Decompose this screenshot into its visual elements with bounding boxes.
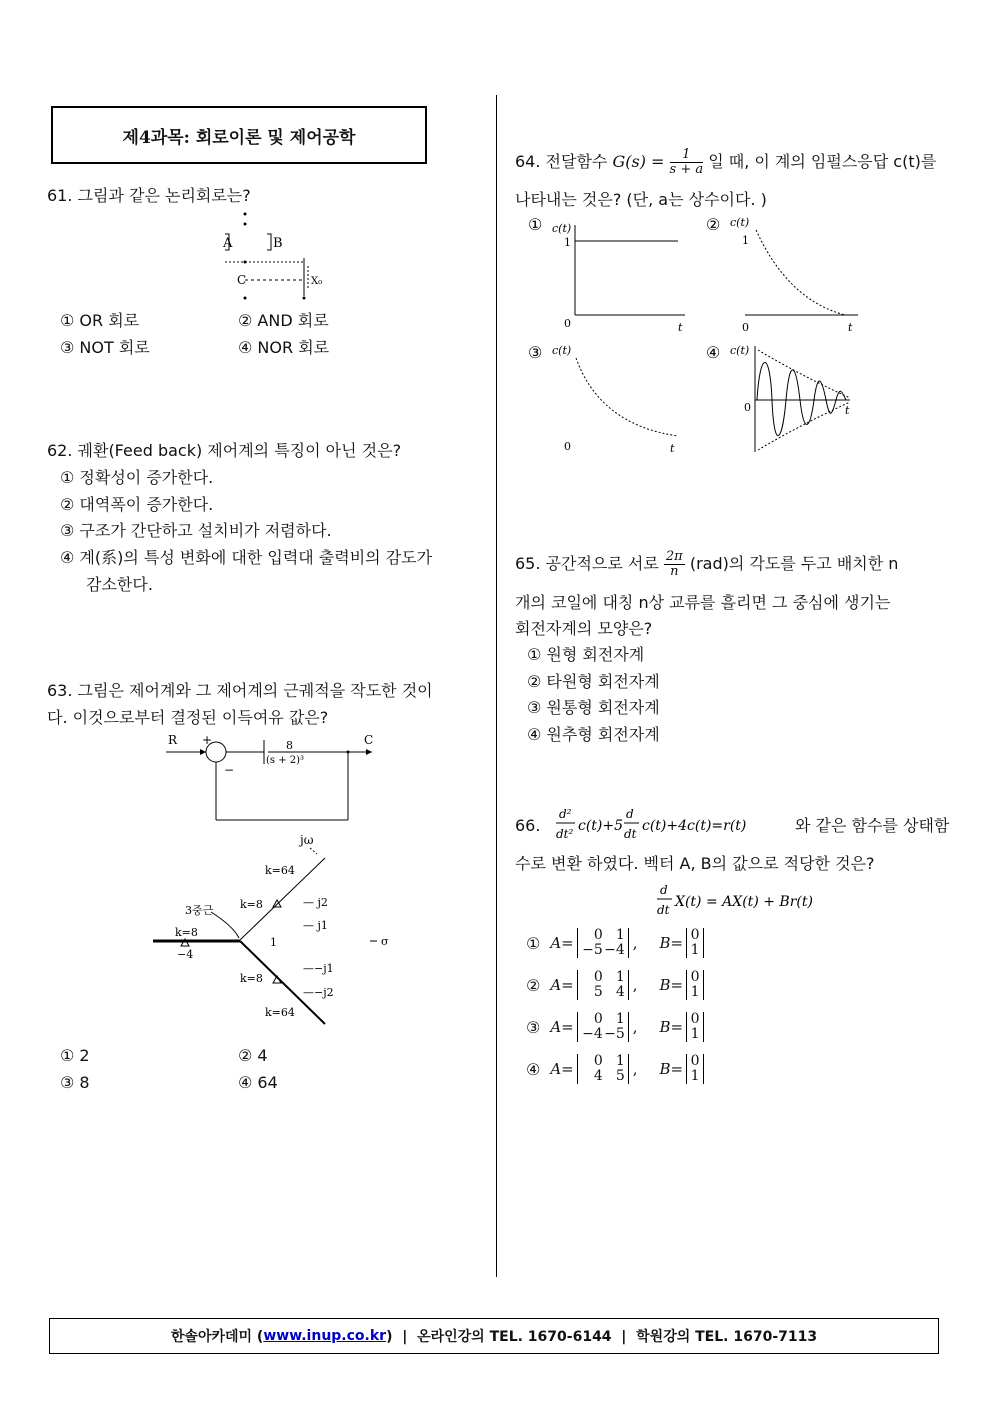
q63-text-line1: 63. 그림은 제어계와 그 제어계의 근궤적을 작도한 것이 (47, 681, 433, 700)
matrix-cell: −5 (582, 942, 603, 958)
matrix-cell: 0 (593, 969, 603, 985)
q65-fraction: $\frac{2\pi}{n}$ (665, 549, 683, 579)
q64-zero-4: 0 (744, 401, 751, 414)
q63-k64-top: k=64 (265, 864, 295, 877)
q62-option-4[interactable]: ④ 계(系)의 특성 변화에 대한 입력대 출력비의 감도가 (60, 548, 433, 567)
q63-root-locus (145, 830, 395, 1030)
matrix-cell: 1 (690, 984, 700, 1000)
q63-k8-bot: k=8 (240, 972, 263, 985)
q66-matrix-b (690, 1054, 700, 1084)
q63-j2: — j2 (303, 896, 328, 909)
q66-matrix-a (581, 928, 625, 958)
svg-text:dt: dt (657, 903, 670, 917)
q66-post: 와 같은 함수를 상태함 (795, 816, 950, 835)
q66-text-line2: 수로 변환 하였다. 벡터 A, B의 값으로 적당한 것은? (515, 854, 875, 873)
matrix-cell: 5 (615, 1068, 625, 1084)
q63-label-r: R (168, 733, 178, 747)
q64-one-2: 1 (742, 234, 749, 247)
svg-text:c(t)+4c(t)=r(t): c(t)+4c(t)=r(t) (642, 818, 747, 834)
q66-option-3[interactable]: ③ A= 0 1 −4 −5 , B= 0 1 (526, 1012, 704, 1042)
matrix-cell: 0 (690, 1011, 700, 1027)
q66-mark: ③ (526, 1017, 541, 1037)
matrix-cell: 0 (690, 969, 700, 985)
q66-mark: ① (526, 933, 541, 953)
svg-text:d: d (626, 807, 634, 821)
matrix-cell: −4 (582, 1026, 603, 1042)
q64-t-1: t (678, 321, 683, 334)
q66-state-text: d/dt X(t) = AX(t) + Br(t) (652, 918, 665, 919)
matrix-cell: 1 (615, 927, 625, 943)
q66-mark: ② (526, 975, 541, 995)
matrix-cell: 1 (615, 1053, 625, 1069)
q62-option-3[interactable]: ③ 구조가 간단하고 설치비가 저렴하다. (60, 521, 332, 540)
q63-mj2: —−j2 (303, 986, 334, 999)
q66-option-2[interactable]: ② A= 0 1 5 4 , B= 0 1 (526, 970, 704, 1000)
q61-label-a: A (223, 236, 233, 251)
footer-bar (49, 1318, 939, 1354)
matrix-cell: 1 (615, 969, 625, 985)
svg-text:d: d (660, 883, 668, 897)
q64-text-line1 (515, 148, 947, 177)
q61-text: 61. 그림과 같은 논리회로는? (47, 186, 251, 205)
q65-text-line3: 회전자계의 모양은? (515, 619, 653, 638)
q63-block-diagram (160, 730, 390, 825)
q62-option-4-cont: 감소한다. (86, 575, 153, 594)
q66-matrix-b (690, 1012, 700, 1042)
q61-label-b: B (273, 236, 283, 251)
q64-one-1: 1 (564, 236, 571, 249)
matrix-cell: 5 (593, 984, 603, 1000)
q64-mark-2: ② (706, 215, 721, 234)
q66-mark: ④ (526, 1059, 541, 1079)
q64-fraction: $\frac{1}{s + a}$ (669, 147, 704, 177)
q66-equation (553, 800, 793, 846)
q65-post: (rad)의 각도를 두고 배치한 n (689, 554, 899, 573)
matrix-cell: 0 (593, 927, 603, 943)
q62-option-2[interactable]: ② 대역폭이 증가한다. (60, 495, 214, 514)
q63-triple-root: 3중근 (185, 904, 214, 917)
matrix-cell: −4 (604, 942, 625, 958)
q63-neg4: −4 (177, 948, 194, 961)
q66-equation-text: d²/dt² c(t) + 5 d/dt c(t) + 4c(t) = r(t) (553, 844, 572, 845)
svg-text:d²: d² (559, 807, 572, 821)
matrix-cell: 1 (615, 1011, 625, 1027)
q66-matrix-a (581, 970, 625, 1000)
q65-pre: 65. 공간적으로 서로 (515, 554, 659, 573)
q66-matrix-b (690, 970, 700, 1000)
q66-number: 66. (515, 816, 541, 835)
q63-jw: jω (300, 833, 314, 847)
q65-text-line1 (515, 550, 947, 579)
q64-graphs (520, 210, 870, 460)
matrix-cell: 0 (690, 927, 700, 943)
matrix-cell: 1 (690, 1068, 700, 1084)
matrix-cell: 0 (593, 1011, 603, 1027)
q63-k8-top: k=8 (240, 898, 263, 911)
q63-sigma: σ (381, 935, 389, 948)
q64-mark-1: ① (528, 215, 543, 234)
q65-option-4[interactable]: ④ 원추형 회전자계 (527, 725, 660, 744)
svg-text:dt: dt (624, 827, 637, 841)
q63-label-plus: + (202, 733, 213, 747)
q64-mark-4: ④ (706, 343, 721, 362)
q65-option-1[interactable]: ① 원형 회전자계 (527, 645, 645, 664)
q61-option-1[interactable]: ① OR 회로 (60, 311, 140, 330)
q66-matrix-a (581, 1012, 625, 1042)
q66-option-4[interactable]: ④ A= 0 1 4 5 , B= 0 1 (526, 1054, 704, 1084)
footer-contact: ) | 온라인강의 TEL. 1670-6144 | 학원강의 TEL. 1670-7113 (386, 1329, 818, 1345)
q66-matrix-b (690, 928, 700, 958)
q66-matrix-a (581, 1054, 625, 1084)
q63-block-num: 8 (286, 739, 293, 752)
q66-state-equation (652, 878, 827, 920)
q63-option-4[interactable]: ④ 64 (238, 1073, 278, 1092)
q63-option-3[interactable]: ③ 8 (60, 1073, 90, 1092)
q64-zero-3: 0 (564, 440, 571, 453)
matrix-cell: 0 (593, 1053, 603, 1069)
footer-link[interactable]: www.inup.co.kr (263, 1328, 387, 1344)
q64-ct-4: c(t) (730, 344, 750, 357)
q64-t-2: t (848, 321, 853, 334)
q63-label-minus: − (224, 763, 235, 777)
q63-k64-bot: k=64 (265, 1006, 295, 1019)
q63-text-line2: 다. 이것으로부터 결정된 이득여유 값은? (47, 708, 329, 727)
q63-one: 1 (270, 936, 277, 949)
svg-text:dt²: dt² (556, 827, 574, 841)
q61-option-2[interactable]: ② AND 회로 (238, 311, 329, 330)
matrix-cell: 1 (690, 1026, 700, 1042)
q62-option-1[interactable]: ① 정확성이 증가한다. (60, 468, 214, 487)
q63-option-2[interactable]: ② 4 (238, 1046, 268, 1065)
q64-zero-1: 0 (564, 317, 571, 330)
q65-option-3[interactable]: ③ 원통형 회전자계 (527, 698, 660, 717)
q64-t-3: t (670, 442, 675, 455)
q61-logic-figure (215, 210, 335, 305)
q65-text-line2: 개의 코일에 대칭 n상 교류를 흘리면 그 중심에 생기는 (515, 593, 891, 612)
q63-j1: — j1 (303, 919, 328, 932)
q64-ct-3: c(t) (552, 344, 572, 357)
q64-text-line2: 나타내는 것은? (단, a는 상수이다. ) (515, 190, 767, 209)
matrix-cell: 1 (690, 942, 700, 958)
matrix-cell: 4 (615, 984, 625, 1000)
section-title: 제4과목: 회로이론 및 제어공학 (51, 106, 427, 164)
q64-pre: 64. 전달함수 (515, 152, 608, 171)
q61-option-4[interactable]: ④ NOR 회로 (238, 338, 330, 357)
matrix-cell: 0 (690, 1053, 700, 1069)
q63-mj1: —−j1 (303, 962, 334, 975)
column-divider (496, 95, 497, 1277)
svg-text:c(t)+5: c(t)+5 (578, 818, 624, 834)
q63-option-1[interactable]: ① 2 (60, 1046, 90, 1065)
q64-zero-2: 0 (742, 321, 749, 334)
q66-option-1[interactable]: ① A= 0 1 −5 −4 , B= 0 1 (526, 928, 704, 958)
q61-option-3[interactable]: ③ NOT 회로 (60, 338, 150, 357)
svg-text:X(t) = AX(t) + Br(t): X(t) = AX(t) + Br(t) (675, 894, 813, 910)
matrix-cell: 4 (593, 1068, 603, 1084)
q65-option-2[interactable]: ② 타원형 회전자계 (527, 672, 660, 691)
q63-k8-left: k=8 (175, 926, 198, 939)
q61-label-x: X₀ (311, 276, 323, 287)
footer-org: 한솔아카데미 ( (170, 1329, 264, 1345)
q64-t-4: t (845, 404, 850, 417)
q63-label-c: C (364, 733, 374, 747)
matrix-cell: −5 (604, 1026, 625, 1042)
q62-text: 62. 궤환(Feed back) 제어계의 특징이 아닌 것은? (47, 441, 402, 460)
q63-block-den: (s + 2)³ (266, 755, 305, 766)
q64-g: G(s) = (612, 152, 665, 171)
q64-ct-1: c(t) (552, 222, 572, 235)
q64-mark-3: ③ (528, 343, 543, 362)
q64-post: 일 때, 이 계의 임펄스응답 c(t)를 (708, 152, 937, 171)
q64-ct-2: c(t) (730, 216, 750, 229)
q61-label-c: C (237, 273, 247, 287)
